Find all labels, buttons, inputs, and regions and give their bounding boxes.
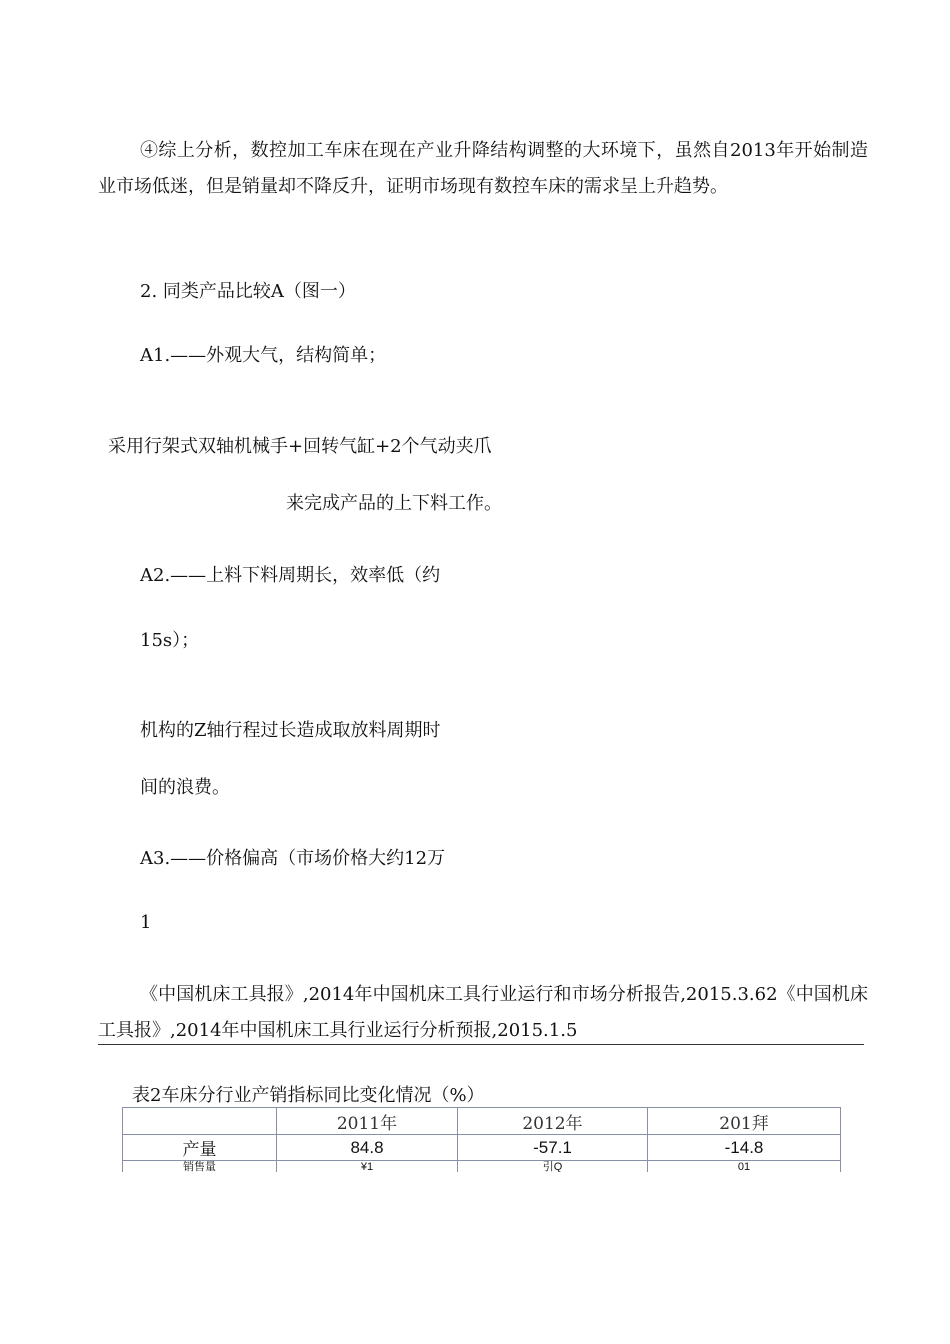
table-header-2011: 2011年 bbox=[277, 1108, 458, 1135]
point-a1-detail-2: 来完成产品的上下料工作。 bbox=[286, 493, 502, 514]
page-divider bbox=[98, 1044, 864, 1045]
table-row-label: 产量 bbox=[123, 1135, 277, 1161]
section-heading: 2. 同类产品比较A（图一） bbox=[140, 281, 356, 302]
table-cell: ¥1 bbox=[277, 1161, 458, 1174]
point-a2-detail-2: 间的浪费。 bbox=[140, 777, 230, 798]
page-bottom-margin bbox=[0, 1172, 950, 1344]
table-header-row bbox=[123, 1108, 841, 1135]
point-a1-detail-1: 采用行架式双轴机械手+回转气缸+2个气动夹爪 bbox=[108, 436, 492, 457]
table-cell: -14.8 bbox=[648, 1135, 841, 1161]
point-a3: A3.——价格偏高（市场价格大约12万 bbox=[140, 848, 446, 869]
table-cell: 84.8 bbox=[277, 1135, 458, 1161]
table-row bbox=[123, 1135, 841, 1161]
table-row-label: 销售量 bbox=[123, 1161, 277, 1174]
lathe-stats-table bbox=[122, 1107, 841, 1174]
footnote-paragraph: 《中国机床工具报》,2014年中国机床工具行业运行和市场分析报告,2015.3.62《中国机床工具报》,2014年中国机床工具行业运行分析预报,2015.1.5 bbox=[98, 984, 868, 1041]
table-header-2012: 2012年 bbox=[458, 1108, 648, 1135]
footnote-marker: 1 bbox=[140, 912, 152, 933]
point-a2-detail-1: 机构的Z轴行程过长造成取放料周期时 bbox=[140, 720, 441, 741]
table-header-blank bbox=[123, 1108, 277, 1135]
table-cell: -57.1 bbox=[458, 1135, 648, 1161]
point-a1: A1.——外观大气，结构简单； bbox=[140, 345, 387, 366]
table-cell: 引Q bbox=[458, 1161, 648, 1174]
point-a2-continued: 15s）； bbox=[140, 630, 200, 651]
table-header-2013: 201拜 bbox=[648, 1108, 841, 1135]
point-a2: A2.——上料下料周期长，效率低（约 bbox=[140, 565, 441, 586]
table-caption: 表2车床分行业产销指标同比变化情况（%） bbox=[132, 1085, 485, 1106]
summary-paragraph: ④综上分析，数控加工车床在现在产业升降结构调整的大环境下，虽然自2013年开始制造业市场低迷，但是销量却不降反升，证明市场现有数控车床的需求呈上升趋势。 bbox=[98, 140, 868, 197]
table-cell: 01 bbox=[648, 1161, 841, 1174]
